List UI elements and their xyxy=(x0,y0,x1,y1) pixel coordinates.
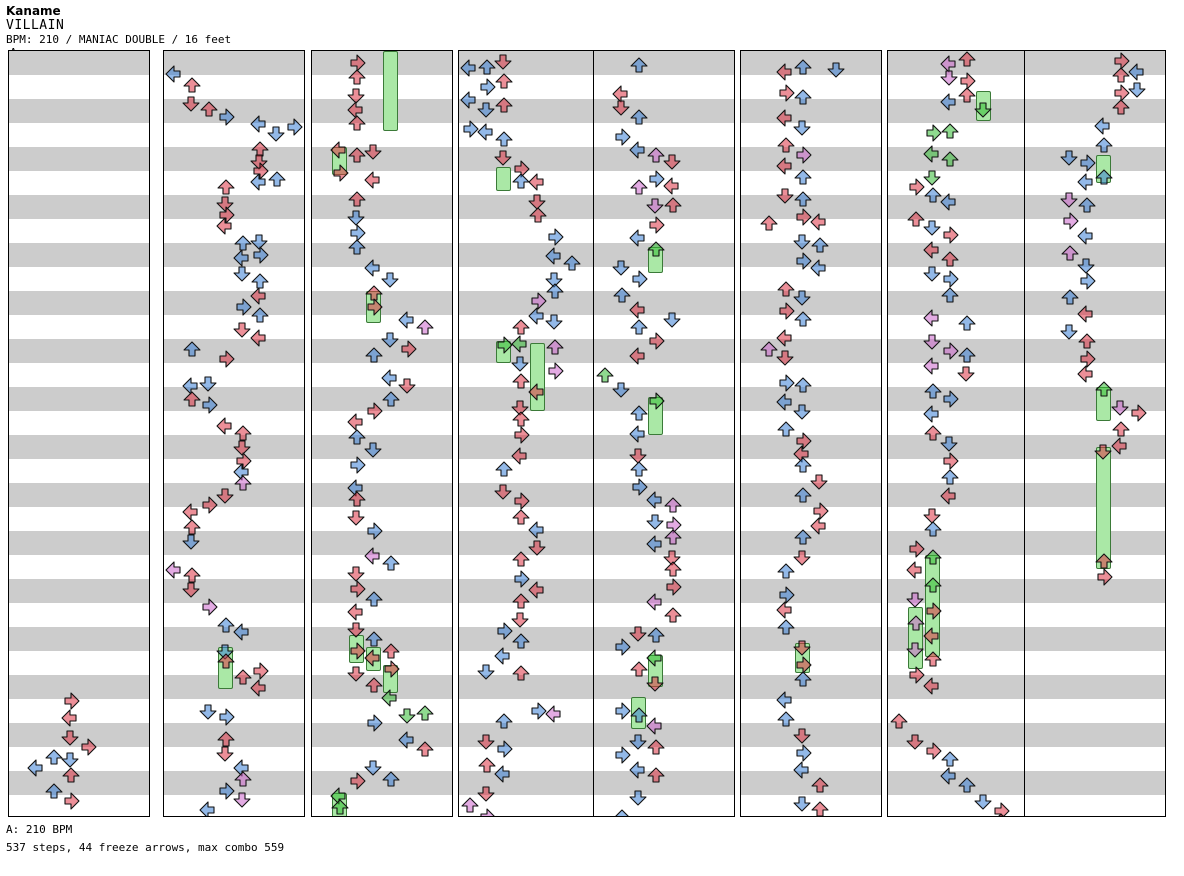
measure-band xyxy=(1025,531,1165,555)
measure-band xyxy=(1025,459,1165,483)
freeze-arrow-body xyxy=(496,167,511,191)
note-arrow xyxy=(250,329,270,349)
chart-column xyxy=(163,50,305,817)
note-arrow xyxy=(940,451,960,471)
note-arrow xyxy=(511,353,531,373)
note-arrow xyxy=(940,287,960,307)
note-arrow xyxy=(940,389,960,409)
note-arrow xyxy=(511,551,531,571)
measure-band xyxy=(312,99,452,123)
note-arrow xyxy=(629,269,649,289)
note-arrow xyxy=(528,207,548,227)
note-arrow xyxy=(776,601,796,621)
note-arrow xyxy=(663,177,683,197)
note-arrow xyxy=(646,391,666,411)
note-arrow xyxy=(415,705,435,725)
note-arrow xyxy=(629,405,649,425)
note-arrow xyxy=(364,439,384,459)
note-arrow xyxy=(793,89,813,109)
measure-band xyxy=(312,219,452,243)
note-arrow xyxy=(923,677,943,697)
note-arrow xyxy=(776,691,796,711)
measure-band xyxy=(9,435,149,459)
note-arrow xyxy=(61,709,81,729)
measure-band xyxy=(312,195,452,219)
note-arrow xyxy=(61,691,81,711)
measure-band xyxy=(9,627,149,651)
note-arrow xyxy=(61,791,81,811)
note-arrow xyxy=(793,547,813,567)
note-arrow xyxy=(957,363,977,383)
note-arrow xyxy=(511,447,531,467)
freeze-arrow-body xyxy=(383,51,398,131)
note-arrow xyxy=(923,357,943,377)
note-arrow xyxy=(810,237,830,257)
measure-band xyxy=(1025,483,1165,507)
note-arrow xyxy=(663,497,683,517)
note-arrow xyxy=(646,717,666,737)
note-arrow xyxy=(646,767,666,787)
measure-band xyxy=(9,459,149,483)
note-arrow xyxy=(923,651,943,671)
note-arrow xyxy=(364,347,384,367)
measure-band xyxy=(741,579,881,603)
note-arrow xyxy=(545,705,565,725)
note-arrow xyxy=(1077,271,1097,291)
note-arrow xyxy=(1077,197,1097,217)
note-arrow xyxy=(347,239,367,259)
measure-band xyxy=(1025,507,1165,531)
chart-column xyxy=(887,50,1029,817)
note-arrow xyxy=(991,813,1011,817)
note-arrow xyxy=(1094,137,1114,157)
note-arrow xyxy=(663,151,683,171)
note-arrow xyxy=(646,627,666,647)
note-arrow xyxy=(793,377,813,397)
note-arrow xyxy=(776,563,796,583)
measure-band xyxy=(9,195,149,219)
note-arrow xyxy=(511,491,531,511)
note-arrow xyxy=(233,789,253,809)
measure-band xyxy=(9,291,149,315)
note-arrow xyxy=(562,255,582,275)
measure-band xyxy=(9,603,149,627)
note-arrow xyxy=(923,549,943,569)
measure-band xyxy=(1025,603,1165,627)
measure-band xyxy=(9,123,149,147)
note-arrow xyxy=(477,783,497,803)
note-arrow xyxy=(528,173,548,193)
note-arrow xyxy=(1128,79,1148,99)
note-arrow xyxy=(364,713,384,733)
note-arrow xyxy=(663,529,683,549)
note-arrow xyxy=(398,375,418,395)
note-arrow xyxy=(923,577,943,597)
chart-column xyxy=(458,50,600,817)
measure-band xyxy=(164,51,304,75)
measure-band xyxy=(9,387,149,411)
note-arrow xyxy=(1094,567,1114,587)
measure-band xyxy=(1025,723,1165,747)
note-arrow xyxy=(923,405,943,425)
measure-band xyxy=(594,435,734,459)
note-arrow xyxy=(477,661,497,681)
note-arrow xyxy=(511,665,531,685)
note-arrow xyxy=(545,283,565,303)
note-arrow xyxy=(233,623,253,643)
note-arrow xyxy=(494,765,514,785)
note-arrow xyxy=(923,521,943,541)
note-arrow xyxy=(940,487,960,507)
measure-band xyxy=(9,531,149,555)
note-arrow xyxy=(494,739,514,759)
note-arrow xyxy=(545,361,565,381)
note-arrow xyxy=(612,379,632,399)
note-arrow xyxy=(381,771,401,791)
measure-band xyxy=(1025,699,1165,723)
note-arrow xyxy=(381,391,401,411)
measure-band xyxy=(9,411,149,435)
note-arrow xyxy=(494,713,514,733)
note-arrow xyxy=(810,517,830,537)
measure-band xyxy=(594,51,734,75)
measure-band xyxy=(9,315,149,339)
measure-band xyxy=(9,99,149,123)
measure-band xyxy=(9,363,149,387)
note-arrow xyxy=(1111,99,1131,119)
note-arrow xyxy=(810,213,830,233)
note-arrow xyxy=(923,167,943,187)
note-arrow xyxy=(974,99,994,119)
measure-band xyxy=(9,147,149,171)
measure-band xyxy=(312,51,452,75)
chart-author: Kaname xyxy=(6,4,61,18)
note-arrow xyxy=(793,529,813,549)
note-arrow xyxy=(364,591,384,611)
note-arrow xyxy=(250,679,270,699)
note-arrow xyxy=(793,117,813,137)
measure-band xyxy=(312,459,452,483)
note-arrow xyxy=(528,537,548,557)
note-arrow xyxy=(1077,227,1097,247)
note-arrow xyxy=(199,597,219,617)
note-arrow xyxy=(415,741,435,761)
measure-band xyxy=(9,51,149,75)
measure-band xyxy=(888,411,1028,435)
note-arrow xyxy=(347,771,367,791)
note-arrow xyxy=(923,601,943,621)
note-arrow xyxy=(233,475,253,495)
measure-band xyxy=(312,75,452,99)
note-arrow xyxy=(940,469,960,489)
note-arrow xyxy=(646,649,666,669)
note-arrow xyxy=(1094,441,1114,461)
note-arrow xyxy=(940,123,960,143)
note-arrow xyxy=(629,57,649,77)
chart-column xyxy=(311,50,453,817)
note-arrow xyxy=(250,307,270,327)
note-arrow xyxy=(494,97,514,117)
note-arrow xyxy=(629,347,649,367)
note-arrow xyxy=(793,311,813,331)
note-arrow xyxy=(940,225,960,245)
note-arrow xyxy=(415,319,435,339)
note-arrow xyxy=(398,339,418,359)
note-arrow xyxy=(284,117,304,137)
note-arrow xyxy=(810,801,830,817)
note-arrow xyxy=(629,425,649,445)
note-arrow xyxy=(663,197,683,217)
note-arrow xyxy=(61,749,81,769)
measure-band xyxy=(1025,747,1165,771)
note-arrow xyxy=(940,193,960,213)
measure-band xyxy=(164,147,304,171)
note-arrow xyxy=(1111,437,1131,457)
measure-band xyxy=(741,699,881,723)
note-arrow xyxy=(629,787,649,807)
chart-meta: BPM: 210 / MANIAC DOUBLE / 16 feet xyxy=(6,33,232,46)
note-arrow xyxy=(776,347,796,367)
note-arrow xyxy=(1077,305,1097,325)
note-arrow xyxy=(216,107,236,127)
note-arrow xyxy=(957,51,977,71)
chart-column xyxy=(8,50,150,817)
measure-band xyxy=(9,507,149,531)
note-arrow xyxy=(793,287,813,307)
note-arrow xyxy=(347,455,367,475)
note-arrow xyxy=(545,227,565,247)
measure-band xyxy=(9,171,149,195)
note-arrow xyxy=(629,109,649,129)
note-arrow xyxy=(889,713,909,733)
note-arrow xyxy=(940,251,960,271)
stats-footer: 537 steps, 44 freeze arrows, max combo 559 xyxy=(6,841,285,854)
note-arrow xyxy=(250,287,270,307)
note-arrow xyxy=(940,93,960,113)
note-arrow xyxy=(663,309,683,329)
freeze-arrow-body xyxy=(1096,447,1111,569)
measure-band xyxy=(312,483,452,507)
note-arrow xyxy=(957,315,977,335)
note-arrow xyxy=(364,521,384,541)
measure-band xyxy=(1025,651,1165,675)
note-arrow xyxy=(793,637,813,657)
note-arrow xyxy=(1128,403,1148,423)
note-arrow xyxy=(612,637,632,657)
note-arrow xyxy=(793,59,813,79)
note-arrow xyxy=(810,471,830,491)
note-arrow xyxy=(216,485,236,505)
note-arrow xyxy=(477,807,497,817)
measure-band xyxy=(594,459,734,483)
note-arrow xyxy=(330,163,350,183)
measure-band xyxy=(9,243,149,267)
note-arrow xyxy=(511,609,531,629)
note-arrow xyxy=(940,151,960,171)
note-arrow xyxy=(663,577,683,597)
measure-band xyxy=(9,339,149,363)
measure-band xyxy=(9,75,149,99)
note-arrow xyxy=(646,331,666,351)
note-arrow xyxy=(494,51,514,71)
measure-band xyxy=(9,267,149,291)
note-arrow xyxy=(528,581,548,601)
note-arrow xyxy=(810,777,830,797)
measure-band xyxy=(1025,771,1165,795)
note-arrow xyxy=(199,373,219,393)
note-arrow xyxy=(182,531,202,551)
note-arrow xyxy=(793,671,813,691)
note-arrow xyxy=(827,59,847,79)
note-arrow xyxy=(793,725,813,745)
note-arrow xyxy=(381,555,401,575)
header xyxy=(6,4,231,46)
note-arrow xyxy=(545,311,565,331)
note-arrow xyxy=(612,809,632,817)
note-arrow xyxy=(759,215,779,235)
note-arrow xyxy=(511,335,531,355)
measure-band xyxy=(888,699,1028,723)
measure-band xyxy=(1025,627,1165,651)
note-arrow xyxy=(793,401,813,421)
note-arrow xyxy=(494,73,514,93)
note-arrow xyxy=(776,329,796,349)
note-arrow xyxy=(250,245,270,265)
note-arrow xyxy=(27,759,47,779)
measure-band xyxy=(9,555,149,579)
measure-band xyxy=(1025,675,1165,699)
note-arrow xyxy=(199,395,219,415)
note-arrow xyxy=(364,141,384,161)
note-arrow xyxy=(494,461,514,481)
measure-band xyxy=(594,411,734,435)
note-arrow xyxy=(511,425,531,445)
measure-band xyxy=(888,507,1028,531)
note-arrow xyxy=(267,171,287,191)
note-arrow xyxy=(545,339,565,359)
note-arrow xyxy=(793,169,813,189)
measure-band xyxy=(9,483,149,507)
note-arrow xyxy=(646,215,666,235)
chart-column xyxy=(1024,50,1166,817)
note-arrow xyxy=(1094,169,1114,189)
note-arrow xyxy=(199,495,219,515)
note-arrow xyxy=(233,771,253,791)
note-arrow xyxy=(663,607,683,627)
note-arrow xyxy=(528,383,548,403)
note-arrow xyxy=(776,619,796,639)
note-arrow xyxy=(364,401,384,421)
note-arrow xyxy=(923,309,943,329)
note-arrow xyxy=(940,269,960,289)
note-arrow xyxy=(364,297,384,317)
note-arrow xyxy=(347,115,367,135)
bpm-footer: A: 210 BPM xyxy=(6,823,73,836)
note-arrow xyxy=(216,349,236,369)
note-arrow xyxy=(646,739,666,759)
note-arrow xyxy=(216,217,236,237)
note-arrow xyxy=(61,767,81,787)
note-arrow xyxy=(940,433,960,453)
note-arrow xyxy=(511,633,531,653)
chart-column xyxy=(740,50,882,817)
song-title: VILLAIN xyxy=(6,18,65,33)
note-arrow xyxy=(494,647,514,667)
note-arrow xyxy=(182,579,202,599)
measure-band xyxy=(9,651,149,675)
note-arrow xyxy=(216,707,236,727)
note-arrow xyxy=(793,743,813,763)
note-arrow xyxy=(199,801,219,817)
note-arrow xyxy=(330,799,350,817)
note-arrow xyxy=(78,737,98,757)
measure-band xyxy=(9,579,149,603)
note-arrow xyxy=(810,259,830,279)
note-arrow xyxy=(923,627,943,647)
note-arrow xyxy=(793,145,813,165)
note-arrow xyxy=(250,661,270,681)
measure-band xyxy=(9,219,149,243)
note-arrow xyxy=(646,673,666,693)
chart-column xyxy=(593,50,735,817)
measure-band xyxy=(1025,795,1165,817)
note-arrow xyxy=(1094,117,1114,137)
note-arrow xyxy=(381,269,401,289)
measure-band xyxy=(741,603,881,627)
note-arrow xyxy=(182,341,202,361)
note-arrow xyxy=(646,241,666,261)
note-arrow xyxy=(381,659,401,679)
note-arrow xyxy=(629,301,649,321)
note-arrow xyxy=(364,171,384,191)
